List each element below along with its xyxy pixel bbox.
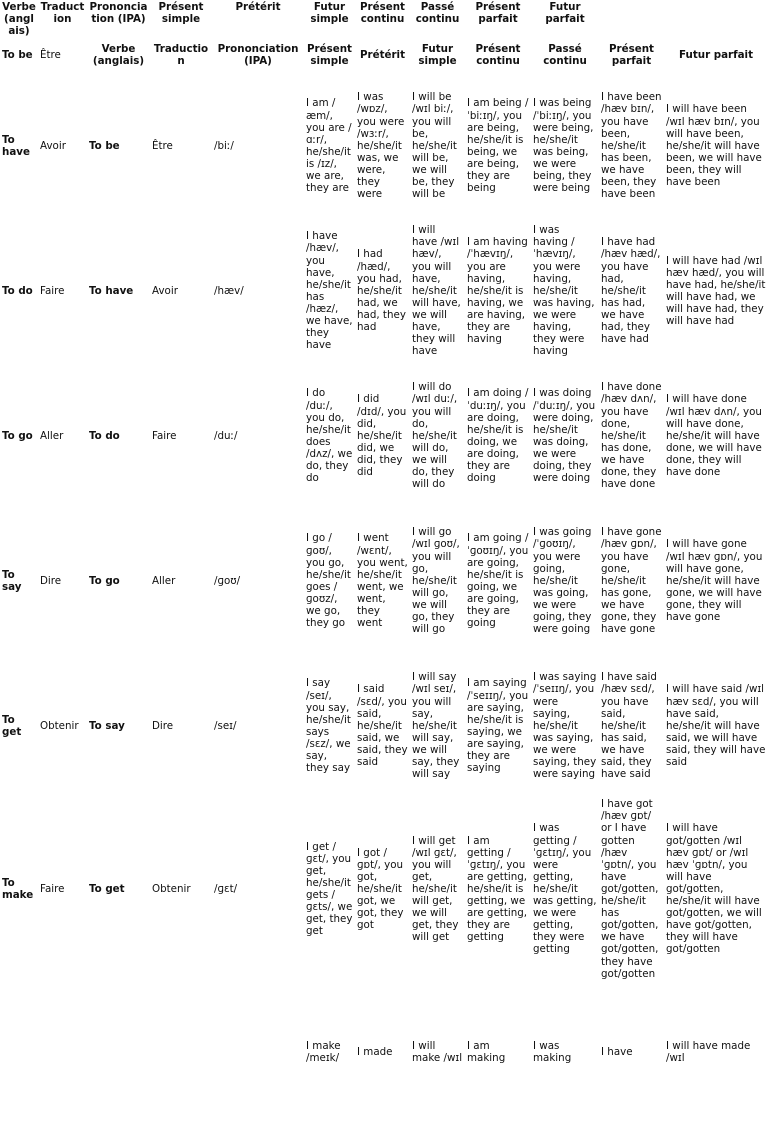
future-simple-cell: I will say /wɪl seɪ/, you will say, he/she/it will say, we will say, they will say: [412, 671, 460, 781]
table-row: [0, 653, 768, 798]
past-continuous-cell: I was having /ˈhævɪŋ/, you were having, he/she/it was having, we were having, they were having: [533, 224, 595, 358]
past-continuous-cell: I was making: [533, 1040, 572, 1065]
past-continuous-cell: I was being /ˈbiːɪŋ/, you were being, he/she/it was being, we were being, they were being: [533, 97, 594, 195]
future-perfect-cell: I will have been /wɪl hæv bɪn/, you will have been, he/she/it will have been, we will have been, they will have been: [666, 103, 762, 189]
ipa-cell: [212, 980, 304, 1125]
present-simple-cell: I have /hæv/, you have, he/she/it has /hæz/, we have, they have: [306, 230, 353, 352]
ipa-cell: /ɡɛt/: [214, 882, 238, 895]
preterite-cell: I was /wɒz/, you were /wɜːr/, he/she/it was, we were, they were: [357, 91, 405, 201]
table-row: [0, 980, 768, 1125]
ipa-cell: /biː/: [214, 139, 234, 152]
preterite-cell: I had /hæd/, you had, he/she/it had, we had, they had: [357, 248, 406, 334]
left-verb: To get: [2, 713, 22, 738]
col-header-present-perfect: Présent parfait: [475, 1, 521, 26]
col-header-preterite: Prétérit: [235, 1, 281, 13]
future-perfect-cell: I will have said /wɪl hæv sɛd/, you will have said, he/she/it will have said, we will have said, they will have said: [666, 683, 766, 769]
col-header-present-simple: Présent simple: [307, 43, 352, 68]
table-row: [0, 73, 768, 218]
col-header-future-perfect: Futur parfait: [678, 49, 754, 62]
present-continuous-cell: I am going /ˈɡoʊɪŋ/, you are going, he/she/it is going, we are going, they are going: [467, 532, 529, 630]
left-verb: To say: [2, 568, 22, 593]
col-header-translation: Traduction: [40, 1, 85, 26]
translation-cell: Faire: [152, 429, 177, 442]
col-header-translation: Traduction: [153, 43, 209, 68]
future-perfect-cell: I will have had /wɪl hæv hæd/, you will have had, he/she/it will have had, we will have had, they will have had: [666, 254, 766, 327]
table-row: [0, 798, 768, 979]
col-header-present-simple: Présent simple: [158, 1, 204, 26]
present-perfect-cell: I have got /hæv ɡɒt/ or I have gotten /hæv ˈɡɒtn/, you have got/gotten, he/she/it has got/gotten, we have got/gotten, they have got/gotten: [601, 798, 659, 980]
header-row-2: [0, 37, 768, 73]
verb-cell: To go: [89, 574, 120, 587]
present-perfect-cell: I have gone /hæv ɡɒn/, you have gone, he/she/it has gone, we have gone, they have gone: [601, 526, 662, 636]
past-continuous-cell: I was saying /ˈseɪɪŋ/, you were saying, he/she/it was saying, we were saying, they were saying: [533, 671, 597, 781]
verb-cell: To be: [89, 139, 120, 152]
left-verb: [0, 980, 38, 1125]
future-perfect-cell: I will have done /wɪl hæv dʌn/, you will have done, he/she/it will have done, we will have done, they will have done: [666, 393, 762, 479]
present-simple-cell: I do /duː/, you do, he/she/it does /dʌz/, we do, they do: [306, 387, 353, 485]
present-simple-cell: I get /ɡɛt/, you get, he/she/it gets /ɡɛts/, we get, they get: [306, 840, 353, 938]
col-header-past-continuous: Passé continu: [543, 43, 587, 68]
col-header-ipa: Prononciation (IPA): [89, 1, 148, 26]
col-header-present-continuous: Présent continu: [475, 43, 521, 68]
present-continuous-cell: I am getting /ˈɡɛtɪŋ/, you are getting, he/she/it is getting, we are getting, they are getting: [467, 834, 528, 944]
table-row: [0, 218, 768, 363]
left-verb: To do: [2, 284, 33, 297]
present-continuous-cell: I am saying /ˈseɪɪŋ/, you are saying, he/she/it is saying, we are saying, they are saying: [467, 677, 529, 775]
first-translation: Être: [40, 49, 61, 62]
left-translation: Avoir: [40, 139, 66, 152]
left-verb: To have: [2, 133, 30, 158]
col-header-future-perfect: Futur parfait: [545, 1, 585, 26]
present-simple-cell: I go /ɡoʊ/, you go, he/she/it goes /ɡoʊz/, we go, they go: [306, 532, 351, 630]
ipa-cell: /ɡoʊ/: [214, 574, 241, 587]
translation-cell: [150, 980, 212, 1125]
col-header-future-simple: Futur simple: [310, 1, 349, 26]
present-continuous-cell: I am making: [467, 1040, 506, 1065]
present-perfect-cell: I have been /hæv bɪn/, you have been, he/she/it has been, we have been, they have been: [601, 91, 662, 201]
col-header-past-continuous: Passé continu: [415, 1, 460, 26]
col-header-verb: Verbe (anglais): [92, 43, 145, 68]
left-translation: Faire: [40, 284, 65, 297]
present-perfect-cell: I have said /hæv sɛd/, you have said, he/she/it has said, we have said, they have said: [601, 671, 657, 781]
col-header-preterite: Prétérit: [359, 49, 406, 62]
ipa-cell: /seɪ/: [214, 719, 237, 732]
col-header-ipa: Prononciation (IPA): [217, 43, 299, 68]
past-continuous-cell: I was getting /ˈɡɛtɪŋ/, you were getting, he/she/it was getting, we were getting, they were getting: [533, 822, 597, 956]
left-translation: Aller: [40, 429, 64, 442]
col-header-empty: [599, 0, 664, 37]
future-simple-cell: I will make /wɪl: [412, 1040, 463, 1065]
present-simple-cell: I say /seɪ/, you say, he/she/it says /sɛz/, we say, they say: [306, 677, 351, 775]
future-simple-cell: I will do /wɪl duː/, you will do, he/she/it will do, we will do, they will do: [412, 381, 458, 491]
ipa-cell: /duː/: [214, 429, 238, 442]
present-simple-cell: I make /meɪk/: [306, 1040, 341, 1065]
col-header-present-continuous: Présent continu: [360, 1, 405, 26]
translation-cell: Dire: [152, 719, 174, 732]
left-verb: To go: [2, 429, 33, 442]
preterite-cell: I went /wɛnt/, you went, he/she/it went, we went, they went: [357, 532, 408, 630]
preterite-cell: I did /dɪd/, you did, he/she/it did, we did, they did: [357, 393, 407, 479]
present-continuous-cell: I am being /ˈbiːɪŋ/, you are being, he/she/it is being, we are being, they are being: [467, 97, 529, 195]
col-header-empty: [664, 0, 768, 37]
future-simple-cell: I will go /wɪl ɡoʊ/, you will go, he/she/it will go, we will go, they will go: [412, 526, 460, 636]
future-perfect-cell: I will have got/gotten /wɪl hæv ɡɒt/ or /wɪl hæv ˈɡɒtn/, you will have got/gotten, he/she/it will have got/gotten, we will have got/gotten, they will have got/gotten: [666, 822, 762, 956]
preterite-cell: I said /sɛd/, you said, he/she/it said, we said, they said: [357, 683, 408, 769]
present-perfect-cell: I have had /hæv hæd/, you have had, he/she/it has had, we have had, they have had: [601, 236, 661, 346]
translation-cell: Aller: [152, 574, 176, 587]
left-verb: To make: [2, 876, 34, 901]
preterite-cell: I got /ɡɒt/, you got, he/she/it got, we got, they got: [357, 846, 404, 932]
col-header-future-simple: Futur simple: [418, 43, 457, 68]
translation-cell: Avoir: [152, 284, 178, 297]
preterite-cell: I made: [357, 1046, 393, 1059]
future-simple-cell: I will have /wɪl hæv/, you will have, he/she/it will have, we will have, they will have: [412, 224, 461, 358]
present-perfect-cell: I have done /hæv dʌn/, you have done, he/she/it has done, we have done, they have done: [601, 381, 662, 491]
first-verb: To be: [2, 49, 33, 62]
verb-cell: To say: [89, 719, 125, 732]
translation-cell: Obtenir: [152, 882, 191, 895]
translation-cell: Être: [152, 139, 173, 152]
future-perfect-cell: I will have gone /wɪl hæv ɡɒn/, you will have gone, he/she/it will have gone, we will have gone, they will have gone: [666, 538, 763, 624]
verb-cell: To do: [89, 429, 120, 442]
present-simple-cell: I am /æm/, you are /ɑːr/, he/she/it is /ɪz/, we are, they are: [306, 97, 352, 195]
future-simple-cell: I will be /wɪl biː/, you will be, he/she/it will be, we will be, they will be: [412, 91, 457, 201]
present-continuous-cell: I am having /ˈhævɪŋ/, you are having, he/she/it is having, we are having, they are having: [467, 236, 528, 346]
table-row: [0, 508, 768, 653]
col-header-verb: Verbe (anglais): [2, 1, 36, 38]
verb-cell: [87, 980, 150, 1125]
header-row-1: [0, 0, 768, 37]
table-row: [0, 363, 768, 508]
ipa-cell: /hæv/: [214, 284, 244, 297]
past-continuous-cell: I was going /ˈɡoʊɪŋ/, you were going, he/she/it was going, we were going, they were going: [533, 526, 592, 636]
col-header-present-perfect: Présent parfait: [609, 43, 654, 68]
left-translation: Obtenir: [40, 719, 79, 732]
left-translation: Dire: [40, 574, 62, 587]
future-simple-cell: I will get /wɪl ɡɛt/, you will get, he/she/it will get, we will get, they will get: [412, 834, 459, 944]
left-translation: [38, 980, 87, 1125]
verb-cell: To get: [89, 882, 125, 895]
future-perfect-cell: I will have made /wɪl: [666, 1040, 751, 1065]
present-perfect-cell: I have: [601, 1046, 633, 1059]
present-continuous-cell: I am doing /ˈduːɪŋ/, you are doing, he/she/it is doing, we are doing, they are doing: [467, 387, 529, 485]
left-translation: Faire: [40, 882, 65, 895]
past-continuous-cell: I was doing /ˈduːɪŋ/, you were doing, he/she/it was doing, we were doing, they were doing: [533, 387, 596, 485]
verb-cell: To have: [89, 284, 134, 297]
